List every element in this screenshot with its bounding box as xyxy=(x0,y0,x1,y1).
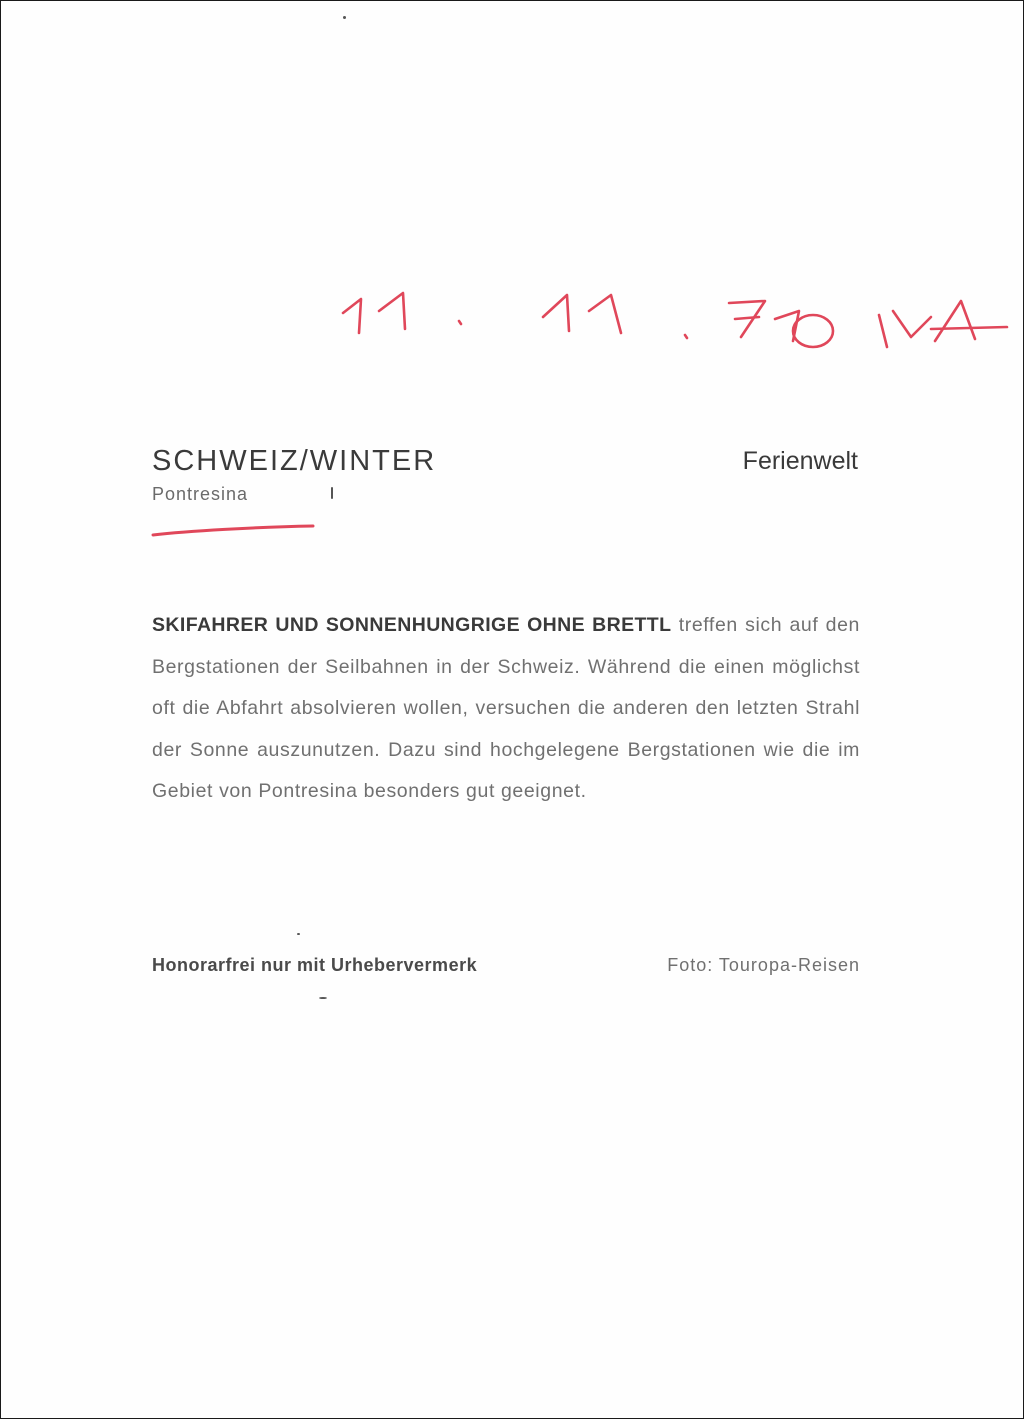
document-title: SCHWEIZ/WINTER xyxy=(152,445,437,477)
paper-speck xyxy=(343,16,346,19)
paper-speck xyxy=(297,933,300,935)
handwritten-date-annotation xyxy=(331,271,1021,371)
copyright-notice: Honorarfrei nur mit Urhebervermerk xyxy=(152,955,478,975)
brand-label: Ferienwelt xyxy=(742,447,858,475)
photo-credit: Foto: Touropa-Reisen xyxy=(667,955,860,975)
location-subtitle: Pontresina xyxy=(152,484,249,504)
paper-speck xyxy=(319,997,327,999)
paper-speck xyxy=(331,487,333,499)
caption-body: treffen sich auf den Bergstationen der Seilbahnen in der Schweiz. Während die einen möglichst oft die Abfahrt absolvieren wollen, versuchen die anderen den letzten Strahl der Sonne auszunutzen. Dazu sind hochgelegene Bergstationen wie die im Gebiet von Pontresina besonders gut geeignet. xyxy=(152,614,860,802)
red-underline-mark xyxy=(147,519,319,541)
document-footer xyxy=(152,955,860,985)
caption-paragraph xyxy=(152,605,860,813)
document-header xyxy=(152,445,436,505)
caption-lead: SKIFAHRER UND SONNENHUNGRIGE OHNE BRETTL xyxy=(152,614,672,636)
